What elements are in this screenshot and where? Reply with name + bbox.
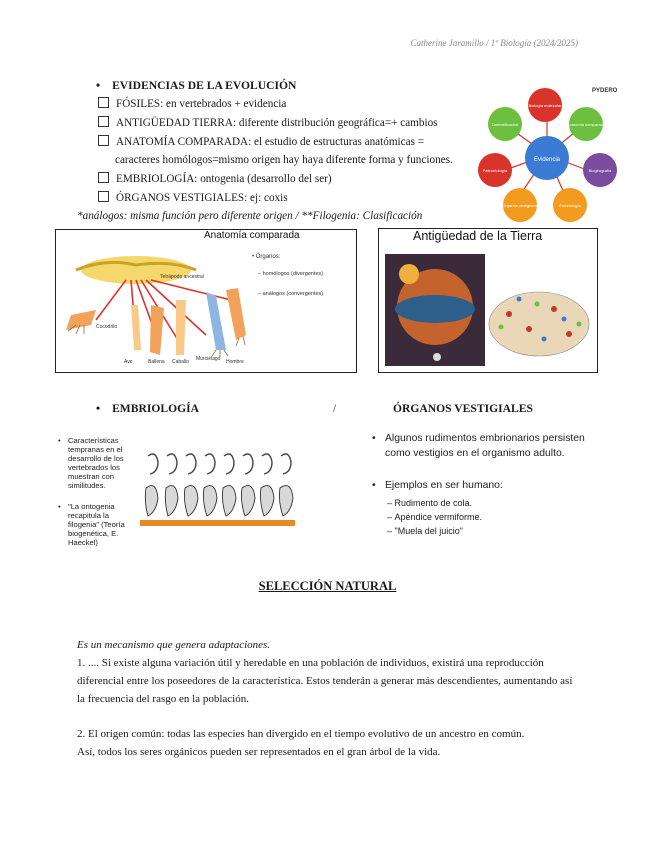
anatomia-comparada-figure [55,229,357,373]
organs-label: • Órganos: [252,254,281,260]
node-label: Órganos vestigiales [502,203,538,208]
evidence-cycle-diagram [475,80,620,230]
node-label: Anatomía comparada [566,122,606,127]
section-separator: / [333,403,337,415]
paragraph-line: 2. El origen común: todas las especies han divergido en el tiempo evolutivo de un ancestro en común. [77,728,525,740]
node-label: Domesticación [491,122,519,127]
sublist-item: – "Muela del juicio" [387,526,463,536]
homologos-label: – homólogos (divergentes) [258,271,324,277]
vestigiales-bullet-2: • Ejemplos en ser humano: [372,480,503,491]
paragraph-line: diferencial entre los poseedores de la característica. Estos tenderán a generar más descendientes, aumentando así [77,675,573,687]
seleccion-intro: Es un mecanismo que genera adaptaciones. [77,639,271,651]
analogos-label: – análogos (convergentes). [258,291,325,297]
sun [399,264,419,284]
checklist-item-continuation: caracteres homólogos=mismo origen hay haya diferente forma y funciones. [115,154,453,166]
section-title-embriologia: • EMBRIOLOGÍA [96,402,200,415]
ancestor-label: Tetrápodo ancestral [160,274,204,280]
figure-title: Anatomía comparada [204,230,300,241]
limb-label: Ave [124,359,133,365]
antiguedad-tierra-figure [378,228,598,373]
embriologia-bullet-2: • "La ontogenia recapitula la filogenia" (Teoría biogenética, E. Haeckel) [58,502,125,547]
section-title-evidencias: • EVIDENCIAS DE LA EVOLUCIÓN [96,79,297,92]
seleccion-natural-title: SELECCIÓN NATURAL [258,579,397,593]
node-label: Embriología [559,203,581,208]
vestigiales-sublist [387,496,482,538]
node-label: Biogeografía [588,168,612,173]
sublist-item: – Rudimento de cola. [387,498,473,508]
node-label: Biología molecular [528,103,562,108]
checklist-item[interactable]: EMBRIOLOGÍA: ontogenia (desarrollo del ser) [98,170,332,188]
embryo-stages-image [140,448,295,530]
checklist-item[interactable]: ANATOMÍA COMPARADA: el estudio de estructuras anatómicas = [98,133,424,151]
earth-history-illustration [379,229,597,372]
paragraph-line: 1. .... Si existe alguna variación útil y heredable en una población de individuos, existirá una reproducción [77,657,544,669]
figure-title: Antigüedad de la Tierra [413,229,543,243]
limb-label: Ballena [148,359,165,365]
corner-label: PYDERO [592,88,618,94]
sublist-item: – Apéndice vermiforme. [387,512,483,522]
moon [433,353,441,361]
evidence-cycle-svg [475,80,620,230]
limb-label: Murciélago [196,356,221,362]
embryo-stages-svg [140,448,295,530]
footnote-analogos: *análogos: misma función pero diferente origen / **Filogenia: Clasificación [77,210,423,222]
limb-label: Cocodrilo [96,324,118,330]
paragraph-line: la frecuencia del rasgo en la población. [77,693,249,705]
section-title-vestigiales: ÓRGANOS VESTIGIALES [393,402,533,415]
checklist-item[interactable]: ÓRGANOS VESTIGIALES: ej: coxis [98,189,288,207]
limb-group [66,288,246,355]
center-label: Evidencia [533,157,561,163]
node-label: Paleontología [482,168,508,173]
earth-map [489,292,589,356]
limb-label: Hombre [226,359,244,365]
paragraph-line: Así, todos los seres orgánicos pueden ser representados en el gran árbol de la vida. [77,746,441,758]
page-header: Catherine Jaramillo / 1º Biología (2024/2025) [410,38,578,48]
limb-label: Caballo [172,359,189,365]
checklist-item[interactable]: FÓSILES: en vertebrados + evidencia [98,95,286,113]
vestigiales-bullet-1: • Algunos rudimentos embrionarios persisten como vestigios en el organismo adulto. [372,433,585,459]
limb-bones-illustration [56,230,356,372]
checklist-item[interactable]: ANTIGÜEDAD TIERRA: diferente distribución geográfica=+ cambios [98,114,438,132]
embriologia-bullet-1: • Características tempranas en el desarrollo de los vertebrados los muestran con similitudes. [58,436,124,490]
stage-bar [140,520,295,526]
